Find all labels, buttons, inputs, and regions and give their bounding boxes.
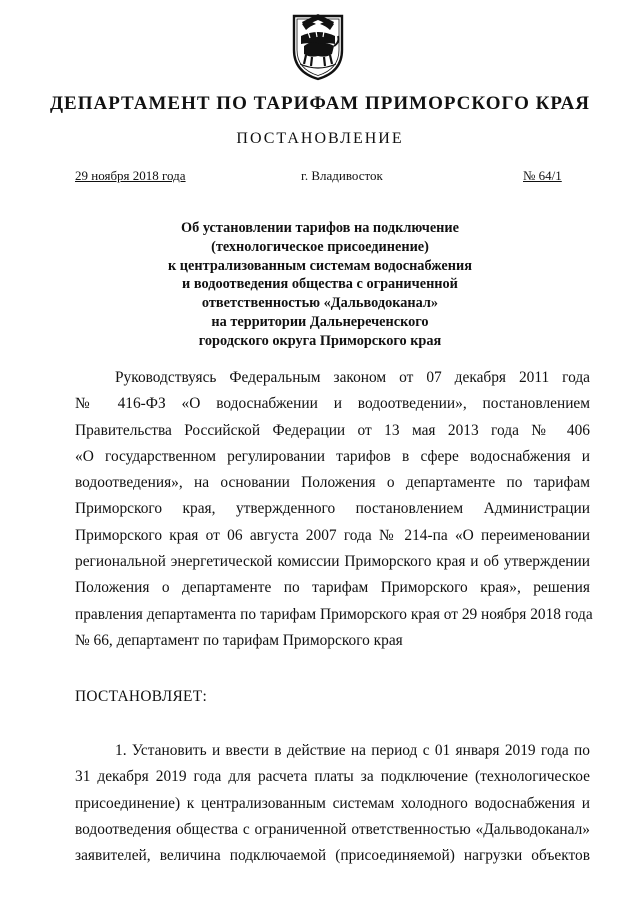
title-line: (технологическое присоединение) [211,238,429,255]
paragraph-line: присоединение) к централизованным системам холодного водоснабжения и [75,794,590,812]
paragraph-line: водоотведения общества с ограниченной ответственностью «Дальводоканал» [75,820,590,838]
document-title [120,219,520,351]
paragraph-line: региональной энергетической комиссии Приморского края и об утверждении [75,553,590,571]
preamble-paragraph [75,365,593,654]
document-city: г. Владивосток [301,168,383,183]
coat-of-arms-emblem [288,12,348,82]
document-date: 29 ноября 2018 года [75,168,186,183]
tiger-shield-icon [288,12,348,82]
title-line: городского округа Приморского края [198,332,442,349]
paragraph-line: 1. Установить и ввести в действие на период с 01 января 2019 года по [115,742,590,759]
title-line: к централизованным системам водоснабжения [168,257,472,274]
paragraph-line: заявителей, величина подключаемой (присоединяемой) нагрузки объектов [75,847,590,865]
item-1-paragraph [75,738,590,869]
resolves-heading: ПОСТАНОВЛЯЕТ: [75,688,208,705]
title-line: ответственностью «Дальводоканал» [201,295,439,312]
title-line: Об установлении тарифов на подключение [180,220,459,236]
paragraph-line: Положения о департаменте по тарифам Приморского края», решения [75,579,590,597]
department-name: ДЕПАРТАМЕНТ ПО ТАРИФАМ ПРИМОРСКОГО КРАЯ [49,93,591,114]
paragraph-line: Руководствуясь Федеральным законом от 07 декабря 2011 года [115,369,590,386]
title-line: и водоотведения общества с ограниченной [182,276,458,293]
paragraph-line: Приморского края от 06 августа 2007 года № 214-па «О переименовании [75,526,590,544]
title-line: на территории Дальнереченского [211,313,429,330]
paragraph-line: «О государственном регулировании тарифов в сфере водоснабжения и [75,447,590,465]
document-type: ПОСТАНОВЛЕНИЕ [236,130,404,147]
paragraph-line: № 66, департамент по тарифам Приморского края [75,631,403,649]
paragraph-line: правления департамента по тарифам Приморского края от 29 ноября 2018 года [75,605,593,623]
paragraph-line: Приморского края, утвержденного постановлением Администрации [75,500,590,518]
paragraph-line: 31 декабря 2019 года для расчета платы за подключение (технологическое [75,768,590,786]
paragraph-line: водоотведения», на основании Положения о департаменте по тарифам [75,474,590,492]
paragraph-line: № 416-ФЗ «О водоснабжении и водоотведении», постановлением [75,395,590,413]
document-number: № 64/1 [523,168,562,183]
paragraph-line: Правительства Российской Федерации от 13 мая 2013 года № 406 [75,421,590,439]
